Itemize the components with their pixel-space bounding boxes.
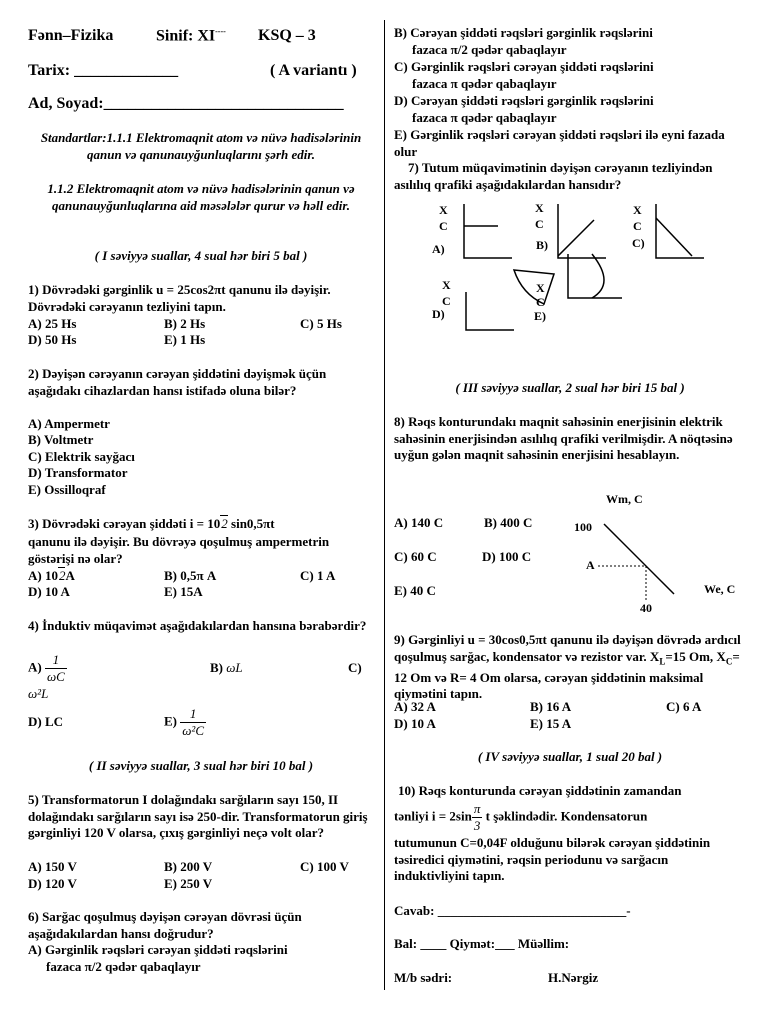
q3-line1-post: sin0,5πt [227,516,275,531]
q7-a-axis-x: X [439,203,448,217]
q6-option-a-line1[interactable]: A) Gərginlik rəqsləri cərəyan şiddəti rəqslərini [28,942,288,957]
q4-option-a[interactable] [28,652,67,685]
q9-text [394,632,742,703]
q4-e-num: 1 [180,706,206,723]
section-1-title: ( I səviyyə suallar, 4 sual hər biri 5 bal ) [94,248,308,263]
q4-b-val: ωL [226,660,243,675]
q2-option-a[interactable]: A) Ampermetr [28,416,110,431]
q6-option-d-line1[interactable]: D) Cərəyan şiddəti rəqsləri gərginlik rəqslərini [394,93,654,108]
q3-line1 [28,516,275,532]
standard-2: 1.1.2 Elektromaqnit atom və nüvə hadisələrinin qanun və qanunauyğunluqlarına aid məsələlər qurur və həll edir. [47,181,355,213]
section-4-title: ( IV səviyyə suallar, 1 sual 20 bal ) [477,749,663,764]
q7-b-axis-x: X [535,201,544,215]
q7-b-curve [558,220,594,256]
teacher-name: H.Nərgiz [548,970,599,985]
q4-a-fraction [45,652,67,685]
q5-option-a[interactable]: A) 150 V [28,859,77,874]
q6-option-b-line2: fazaca π/2 qədər qabaqlayır [412,42,567,57]
q7-e-axis-c: C [536,295,545,309]
q8-option-a[interactable]: A) 140 C [394,515,444,530]
standard-1: Standartlar:1.1.1 Elektromaqnit atom və nüvə hadisələrinin qanun və qanunauyğunluqlarını şərh edir. [40,130,362,162]
q7-graph-a[interactable] [432,203,512,258]
q10-frac-den: 3 [473,818,481,833]
q4-a-den: ωC [46,669,65,684]
section-2-title: ( II səviyyə suallar, 3 sual hər biri 10 bal ) [88,758,314,773]
q6-option-c-line2: fazaca π qədər qabaqlayır [412,76,557,91]
q8-option-d[interactable]: D) 100 C [482,549,532,564]
q4-option-e[interactable] [164,706,206,739]
q5-option-c[interactable]: C) 100 V [300,859,349,874]
q7-graph-e[interactable] [514,254,622,323]
q2-option-b[interactable]: B) Voltmetr [28,432,94,447]
q9-sub-c: C [725,656,733,667]
q10-line1: 10) Rəqs konturunda cərəyan şiddətinin zamandan [398,783,682,798]
q9-text-1: 9) Gərginliyi u = 30cos0,5πt qanunu ilə dəyişən dövrədə ardıcıl qoşulmuş sarğac, kondensator və rezistor var. X [394,632,741,664]
q7-d-label: D) [432,307,445,321]
q8-text: 8) Rəqs konturundakı maqnit sahəsinin enerjisinin elektrik sahəsinin enerjisindən asılılıq qrafiki verilmişdir. A nöqtəsinə uyğun gələn maqnit sahəsinin enerjisini hesablayın. [394,414,733,463]
q2-option-e[interactable]: E) Ossilloqraf [28,482,106,497]
subject-label: Fənn–Fizika [28,27,114,44]
q5-option-d[interactable]: D) 120 V [28,876,77,891]
q3-option-a[interactable] [28,568,75,584]
q7-d-axes [466,292,514,330]
q7-c-label: C) [632,236,645,250]
q3-option-e[interactable]: E) 15A [164,584,203,599]
q6-option-c-line1[interactable]: C) Gərginlik rəqsləri cərəyan şiddəti rəqslərini [394,59,654,74]
q10-text: tutumunun C=0,04F olduğunu bilərək cərəyan şiddətinin təsiredici qiymətini, rəqsin periodunu və sarğacın induktivliyini tapın. [394,835,711,884]
q4-option-c-label[interactable]: C) [348,660,362,675]
class-text: Sinif: XI [156,27,216,45]
q9-option-d[interactable]: D) 10 A [394,716,436,731]
q8-option-c[interactable]: C) 60 C [394,549,437,564]
q9-option-a[interactable]: A) 32 A [394,699,436,714]
q3-a-pre: A) 10 [28,568,58,583]
score-line: Bal: ____ Qiymət:___ Müəllim: [394,936,570,951]
q8-point-a: A [586,558,595,572]
q5-option-e[interactable]: E) 250 V [164,876,213,891]
q3-a-post: A [65,568,75,583]
q9-text-3: = 12 Om və R= 4 Om olarsa, cərəyan şiddətinin maksimal qiymətini tapın. [394,648,740,702]
q3-sqrt: 2 [221,516,228,531]
q3-option-d[interactable]: D) 10 A [28,584,70,599]
q1-option-b[interactable]: B) 2 Hs [164,316,206,331]
q4-e-fraction [180,706,206,739]
q2-option-d[interactable]: D) Transformator [28,465,128,480]
q4-option-b[interactable] [210,660,243,676]
q6-option-a-line2: fazaca π/2 qədər qabaqlayır [46,959,201,974]
class-sup: ---- [215,27,226,36]
q7-b-axis-c: C [535,217,544,231]
q10-pre: tənliyi i = 2sin [394,808,472,824]
q7-a-label: A) [432,242,445,256]
q10-post: t şəklindədir. Kondensatorun [482,808,648,824]
answer-line[interactable]: Cavab: _____________________________- [394,903,631,918]
q7-graph-b[interactable] [535,201,606,258]
q7-b-label: B) [536,238,548,252]
q6-option-d-line2: fazaca π qədər qabaqlayır [412,110,557,125]
q4-e-label: E) [164,713,177,729]
q5-text: 5) Transformatorun I dolağındakı sarğıların sayı 150, II dolağındakı sarğıların sayı isə 250-dir. Transformatorun giriş gərginliyi 120 V olarsa, çıxış gərginliyi neçə volt olar? [28,792,368,841]
q3-option-b[interactable]: B) 0,5π A [164,568,217,583]
q9-sub-l: L [659,656,666,667]
q5-option-b[interactable]: B) 200 V [164,859,213,874]
name-label: Ad, Soyad:______________________________ [28,95,344,112]
q8-option-e[interactable]: E) 40 C [394,583,436,598]
q10-frac-num: π [473,801,481,816]
q3-option-c[interactable]: C) 1 A [300,568,336,583]
q4-a-num: 1 [45,652,67,669]
q3-a-sqrt: 2 [58,568,66,583]
q7-text: 7) Tutum müqavimətinin dəyişən cərəyanın tezliyindən asılılıq qrafiki aşağıdakılardan hansıdır? [394,160,713,192]
q1-option-d[interactable]: D) 50 Hs [28,332,77,347]
q7-d-axis-x: X [442,278,451,292]
variant-label: ( A variantı ) [270,62,357,79]
q8-line [604,524,674,594]
q6-text: 6) Sarğac qoşulmuş dəyişən cərəyan dövrəsi üçün aşağıdakılardan hansı doğrudur? [28,909,302,941]
column-divider [384,20,385,990]
q7-graphs [394,196,746,346]
q1-text: 1) Dövrədəki gərginlik u = 25cos2πt qanunu ilə dəyişir. Dövrədəki cərəyanın tezliyini tapın. [28,282,331,314]
q7-graph-c[interactable] [632,203,704,258]
q7-a-axes [464,204,512,258]
q3-text: qanunu ilə dəyişir. Bu dövrəyə qoşulmuş ampermetrin göstərişi nə olar? [28,534,330,566]
right-column [394,0,746,1024]
q8-x-tick: 40 [640,601,652,615]
q7-e-curve [592,254,604,298]
q4-e-den: ω²C [182,723,204,738]
q8-y-tick: 100 [574,520,592,534]
q6-option-b-line1[interactable]: B) Cərəyan şiddəti rəqsləri gərginlik rəqslərini [394,25,653,40]
q7-c-axis-x: X [633,203,642,217]
q3-line1-pre: 3) Dövrədəki cərəyan şiddəti i = 10 [28,516,221,531]
q8-graph [564,488,746,618]
q4-b-label: B) [210,660,223,675]
q1-option-c[interactable]: C) 5 Hs [300,316,342,331]
class-label [156,27,226,45]
q7-e-axis-x: X [536,281,545,295]
q6-option-e[interactable]: E) Gərginlik rəqsləri cərəyan şiddəti rəqsləri ilə eyni fazada olur [394,127,725,159]
q7-e-label: E) [534,309,546,323]
q2-text: 2) Dəyişən cərəyanın cərəyan şiddətini dəyişmək üçün aşağıdakı cihazlardan hansı istifadə oluna bilər? [28,366,327,398]
q1-option-a[interactable]: A) 25 Hs [28,316,77,331]
q7-c-axis-c: C [633,219,642,233]
date-label: Tarix: _____________ [28,62,179,79]
q10-line2 [394,801,647,834]
q8-option-b[interactable]: B) 400 C [484,515,533,530]
q7-c-curve [656,218,692,256]
q7-e-axes [568,254,622,298]
q7-graph-d[interactable] [432,278,514,330]
chair-label: M/b sədri: [394,970,453,985]
q1-option-e[interactable]: E) 1 Hs [164,332,206,347]
q8-x-label: We, C [704,582,736,596]
q7-d-axis-c: C [442,294,451,308]
q2-option-c[interactable]: C) Elektrik sayğacı [28,449,135,464]
q9-text-2: =15 Om, X [665,648,726,664]
q4-option-c-value: ω²L [28,686,49,701]
q8-y-label: Wm, C [606,492,643,506]
ksq-label: KSQ – 3 [258,27,316,44]
q9-option-c[interactable]: C) 6 A [666,699,702,714]
q4-text: 4) İnduktiv müqavimət aşağıdakılardan hansına bərabərdir? [28,618,367,633]
q9-option-e[interactable]: E) 15 A [530,716,572,731]
q7-a-axis-c: C [439,219,448,233]
q7-c-axes [656,204,704,258]
q10-fraction [472,801,483,834]
q4-a-label: A) [28,659,42,675]
q7-e-blob [514,270,554,304]
section-3-title: ( III səviyyə suallar, 2 sual hər biri 15 bal ) [455,380,685,395]
q9-option-b[interactable]: B) 16 A [530,699,572,714]
q4-option-d[interactable]: D) LC [28,714,64,729]
left-column [28,0,374,1024]
